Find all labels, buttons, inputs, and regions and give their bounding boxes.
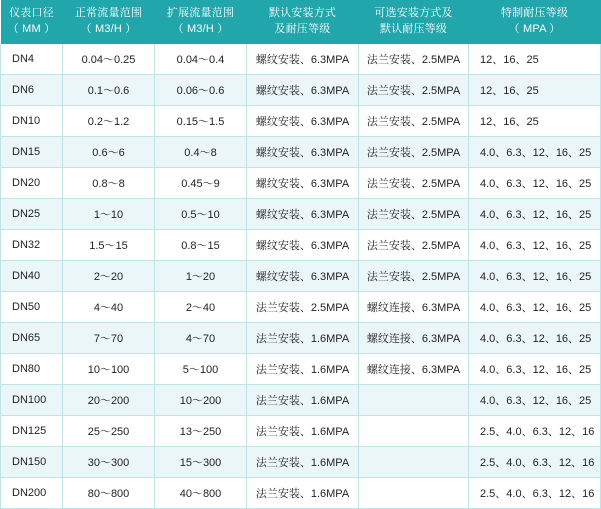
table-cell: 法兰安装、2.5MPA (359, 167, 469, 198)
table-cell: 2～40 (155, 291, 247, 322)
table-cell: 0.2～1.2 (63, 105, 155, 136)
table-cell: 螺纹安装、6.3MPA (247, 198, 359, 229)
table-cell: 2.5、4.0、6.3、12、16 (469, 446, 601, 477)
table-cell: DN65 (1, 322, 63, 353)
header-line: 扩展流量范围 (166, 7, 235, 19)
table-cell: DN100 (1, 384, 63, 415)
table-row (1, 105, 601, 136)
header-line: 默认耐压等级 (379, 22, 448, 35)
table-cell: 0.45～9 (155, 167, 247, 198)
table-cell (359, 384, 469, 415)
table-cell: 1～20 (155, 260, 247, 291)
table-cell: 0.06～0.6 (155, 74, 247, 105)
table-cell: 12、16、25 (469, 44, 601, 75)
table-cell: 螺纹连接、6.3MPA (359, 322, 469, 353)
table-row (1, 322, 601, 353)
table-cell: DN15 (1, 136, 63, 167)
table-cell: 法兰安装、1.6MPA (247, 415, 359, 446)
table-cell: DN50 (1, 291, 63, 322)
table-cell: 螺纹安装、6.3MPA (247, 105, 359, 136)
table-cell: 法兰安装、2.5MPA (359, 229, 469, 260)
header-line: 特制耐压等级 (500, 7, 569, 19)
table-cell: 螺纹安装、6.3MPA (247, 74, 359, 105)
table-row (1, 384, 601, 415)
header-line: （ M3/H ） (80, 22, 137, 35)
table-cell: 螺纹安装、6.3MPA (247, 44, 359, 75)
table-cell: 4～40 (63, 291, 155, 322)
table-cell: 螺纹安装、6.3MPA (247, 167, 359, 198)
table-cell: 4.0、6.3、12、16、25 (469, 384, 601, 415)
table-cell: 法兰安装、1.6MPA (247, 353, 359, 384)
header-line: 仪表口径 (9, 7, 54, 19)
table-cell: 0.8～8 (63, 167, 155, 198)
column-header-optional-installation (359, 0, 469, 44)
table-cell: DN10 (1, 105, 63, 136)
table-cell: 0.1～0.6 (63, 74, 155, 105)
table-cell: 法兰安装、2.5MPA (359, 260, 469, 291)
table-cell (359, 477, 469, 508)
table-cell: 0.8～15 (155, 229, 247, 260)
table-cell: DN200 (1, 477, 63, 508)
table-cell: 4.0、6.3、12、16、25 (469, 136, 601, 167)
table-row (1, 291, 601, 322)
table-cell: 30～300 (63, 446, 155, 477)
table-cell: 0.4～8 (155, 136, 247, 167)
table-cell: 法兰安装、1.6MPA (247, 477, 359, 508)
table-cell: 4.0、6.3、12、16、25 (469, 167, 601, 198)
table-cell: 12、16、25 (469, 74, 601, 105)
table-cell: 0.5～10 (155, 198, 247, 229)
header-line: 及耐压等级 (274, 22, 331, 35)
table-cell: 4～70 (155, 322, 247, 353)
table-cell: 12、16、25 (469, 105, 601, 136)
table-cell: DN25 (1, 198, 63, 229)
header-line: 正常流量范围 (74, 7, 143, 19)
table-row (1, 198, 601, 229)
table-cell: 法兰安装、2.5MPA (359, 44, 469, 75)
table-cell: 4.0、6.3、12、16、25 (469, 198, 601, 229)
table-cell: DN125 (1, 415, 63, 446)
table-cell: 2.5、4.0、6.3、12、16 (469, 477, 601, 508)
table-cell: 法兰安装、1.6MPA (247, 384, 359, 415)
table-cell: 法兰安装、1.6MPA (247, 446, 359, 477)
table-row (1, 44, 601, 75)
table-cell: 7～70 (63, 322, 155, 353)
table-cell (359, 446, 469, 477)
header-line: 可选安装方式及 (374, 7, 453, 19)
table-cell: DN40 (1, 260, 63, 291)
table-row (1, 136, 601, 167)
column-header-normal-flow-range (63, 0, 155, 44)
table-cell: 法兰安装、2.5MPA (247, 291, 359, 322)
header-line: （ MPA ） (508, 22, 561, 35)
column-header-extended-flow-range (155, 0, 247, 44)
table-cell: 10～200 (155, 384, 247, 415)
header-line: （ MM ） (7, 22, 56, 35)
table-cell (359, 415, 469, 446)
table-row (1, 446, 601, 477)
table-cell: DN6 (1, 74, 63, 105)
table-cell: 法兰安装、2.5MPA (359, 74, 469, 105)
table-cell: 螺纹连接、6.3MPA (359, 353, 469, 384)
table-cell: 20～200 (63, 384, 155, 415)
table-row (1, 229, 601, 260)
table-cell: 法兰安装、1.6MPA (247, 322, 359, 353)
table-row (1, 477, 601, 508)
table-cell: 4.0、6.3、12、16、25 (469, 322, 601, 353)
table-cell: DN4 (1, 44, 63, 75)
table-cell: 80～800 (63, 477, 155, 508)
table-row (1, 167, 601, 198)
table-cell: 螺纹安装、6.3MPA (247, 229, 359, 260)
table-row (1, 353, 601, 384)
header-line: 默认安装方式 (268, 7, 337, 19)
table-cell: DN150 (1, 446, 63, 477)
table-cell: 螺纹连接、6.3MPA (359, 291, 469, 322)
table-cell: 4.0、6.3、12、16、25 (469, 229, 601, 260)
header-line: （ M3/H ） (172, 22, 229, 35)
table-cell: 0.04～0.25 (63, 44, 155, 75)
table-row (1, 415, 601, 446)
table-row (1, 260, 601, 291)
table-cell: 法兰安装、2.5MPA (359, 136, 469, 167)
table-cell: 法兰安装、2.5MPA (359, 105, 469, 136)
table-cell: DN20 (1, 167, 63, 198)
table-cell: 0.04～0.4 (155, 44, 247, 75)
table-cell: DN80 (1, 353, 63, 384)
table-cell: 4.0、6.3、12、16、25 (469, 353, 601, 384)
column-header-default-installation (247, 0, 359, 44)
table-cell: 4.0、6.3、12、16、25 (469, 291, 601, 322)
table-cell: 螺纹安装、6.3MPA (247, 260, 359, 291)
table-cell: 25～250 (63, 415, 155, 446)
table-cell: 2.5、4.0、6.3、12、16 (469, 415, 601, 446)
table-cell: 5～100 (155, 353, 247, 384)
table-header-row (1, 0, 601, 44)
table-row (1, 74, 601, 105)
table-cell: 0.6～6 (63, 136, 155, 167)
table-cell: 1～10 (63, 198, 155, 229)
table-cell: DN32 (1, 229, 63, 260)
table-cell: 40～800 (155, 477, 247, 508)
table-cell: 1.5～15 (63, 229, 155, 260)
table-cell: 13～250 (155, 415, 247, 446)
table-cell: 10～100 (63, 353, 155, 384)
table-cell: 0.15～1.5 (155, 105, 247, 136)
table-cell: 15～300 (155, 446, 247, 477)
table-body (1, 44, 601, 509)
column-header-custom-pressure-rating (469, 0, 601, 44)
table-cell: 4.0、6.3、12、16、25 (469, 260, 601, 291)
table-cell: 2～20 (63, 260, 155, 291)
table-cell: 螺纹安装、6.3MPA (247, 136, 359, 167)
table-cell: 法兰安装、2.5MPA (359, 198, 469, 229)
column-header-diameter (1, 0, 63, 44)
table-header (1, 0, 601, 44)
